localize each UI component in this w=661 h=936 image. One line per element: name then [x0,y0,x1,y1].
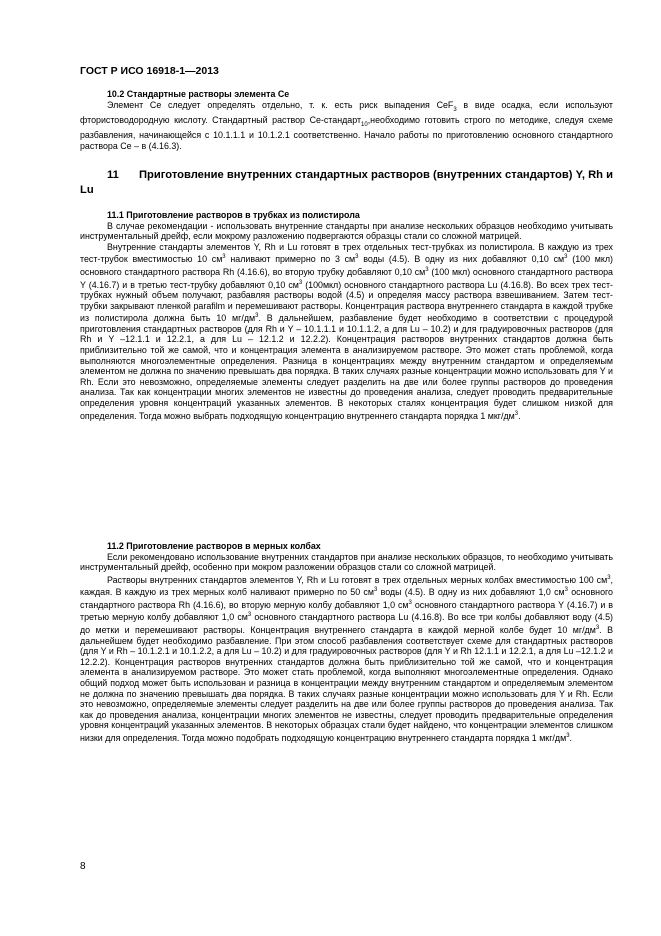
section-number: 11 [107,169,119,181]
section-heading: 10.2 Стандартные растворы элемента Ce [107,89,290,99]
section-11-title [80,168,613,198]
section-11-2 [80,541,613,744]
page-number: 8 [80,861,86,872]
paragraph: Элемент Ce следует определять отдельно, т. к. есть риск выпадения CeF$_3$ в виде осадка, если используют фтористоводородную кислоту. Стандартный раствор Ce-стандарт$_{10}$,необходимо готовить строго по методике, следуя схеме разбавления, начинающейся с 10.1.1.1 и 10.1.2.1 соответственно. Начало работы по приготовлению основного стандартного раствора Ce – в (4.16.3). [80,99,613,151]
section-heading: 11.2 Приготовление растворов в мерных колбах [107,541,321,551]
section-heading: 11.1 Приготовление растворов в трубках из полистирола [107,210,360,220]
paragraph: Внутренние стандарты элементов Y, Rh и Lu готовят в трех отдельных тест-трубках из полистирола. В каждую из трех тест-трубок вместимостью 10 $см^3$ наливают примерно по 3 $см^3$ воды (4.5). В одну из них добавляют 0,10 $см^3$ (100 мкл) основного стандартного раствора Rh (4.16.6), во вторую трубку добавляют 0,10 $см^3$ (100 мкл) основного стандартного раствора Y (4.16.7) и в третью тест-трубку добавляют 0,10 $см^3$ (100мкл) основного стандартного раствора Lu (4.16.8). Во всех трех тест-трубках нужный объем получают, разбавляя растворы водой (4.5) и определяя массу раствора взвешиванием. Затем тест-трубки закрывают пленкой parafilm и перемешивают растворы. Концентрация раствора внутреннего стандарта в каждой трубке из полистирола должна быть 10 $мг/дм^3$. В дальнейшем, разбавление будет необходимо в соответствии с процедурой приготовления стандартных растворов (для Rh и Y – 10.1.1.1 и 10.1.1.2, а для Lu – 10.2) и для градуировочных растворов (для Rh и Y –12.1.1 и 12.2.1, а для Lu – 12.1.2 и 12.2.2). Концентрация растворов внутренних стандартов должна быть приблизительно той же самой, что и концентрация элемента в анализируемом растворе. Это может стать проблемой, когда выполняются многоэлементные определения. Разница в концентрациях между внутренним стандартом и определяемым элементом не должна по значению превышать два порядка. В таких случаях разные концентрации можно использовать для Y и Rh. Если это невозможно, определяемые элементы следует разделить на две или более группы растворов до проведения анализа. Так как концентрации многих элементов не известны до проведения анализа, следует проводить предварительные определения уровня концентраций указанных элементов. В некоторых сталях концентрация будет слишком низкой для определения. Тогда можно выбрать подходящую концентрацию внутреннего стандарта порядка 1 мкг/$дм^3$. [80,241,614,421]
paragraph: Растворы внутренних стандартов элементов Y, Rh и Lu готовят в трех отдельных мерных колбах вместимостью 100 $см^3$, каждая. В каждую из трех мерных колб наливают примерно по 50 $см^3$ воды (4.5). В одну из них добавляют 1,0 $см^3$ основного стандартного раствора Rh (4.16.6), во вторую мерную колбу добавляют 1,0 $см^3$ основного стандартного раствора Y (4.16.7) и в третью мерную колбу добавляют 1,0 $см^3$ основного стандартного раствора Lu (4.16.8). Во все три колбы добавляют воду (4.5) до метки и перемешивают растворы. Концентрация внутреннего стандарта в каждой мерной колбе будет 10 $мг/дм^3$. В дальнейшем будет необходимо разбавление. При этом способ разбавления соответствует схеме для стандартных растворов (для Y и Rh – 10.1.2.1 и 10.1.2.2, а для Lu – 10.2) и для градуировочных растворов (для Y и Rh 12.1.1 и 12.2.1, а для Lu –12.1.2 и 12.2.2). Концентрация растворов внутренних стандартов должна быть приблизительно той же самой, что и концентрация элемента в анализируемом растворе. Это может стать проблемой, когда выполняют многоэлементные определения. Однако общий подход может быть использован и разница в концентрации между внутренним стандартом и определяемым элементом не должна по значению превышать два порядка. В таких случаях разные концентрации можно использовать для Y и Rh. Если это невозможно, определяемые элементы следует разделить на две или более группы растворов до проведения анализа. Так как до проведения анализа, концентрации многих элементов не известны, следует проводить предварительные определения уровня концентраций указанных элементов. В некоторых образцах стали будет найдено, что концентрации элементов слишком низки для определения. Тогда можно подобрать подходящую концентрацию внутреннего стандарта порядка 1 мкг/$дм^3$. [80,574,614,743]
paragraph: В случае рекомендации - использовать внутренние стандарты при анализе нескольких образцов необходимо учитывать инструментальный дрейф, если мокрому разложению подвергаются образцы стали со сложной матрицей. [80,220,613,242]
section-title: Приготовление внутренних стандартных растворов (внутренних стандартов) Y, Rh и Lu [80,169,613,196]
document-header: ГОСТ Р ИСО 16918-1—2013 [80,65,219,77]
paragraph: Если рекомендовано использование внутренних стандартов при анализе нескольких образцов, то необходимо учитывать инструментальный дрейф, особенно при мокром разложении образцов стали со сложной матрицей. [80,551,613,573]
section-10-2 [80,89,613,152]
section-11-1 [80,210,613,421]
